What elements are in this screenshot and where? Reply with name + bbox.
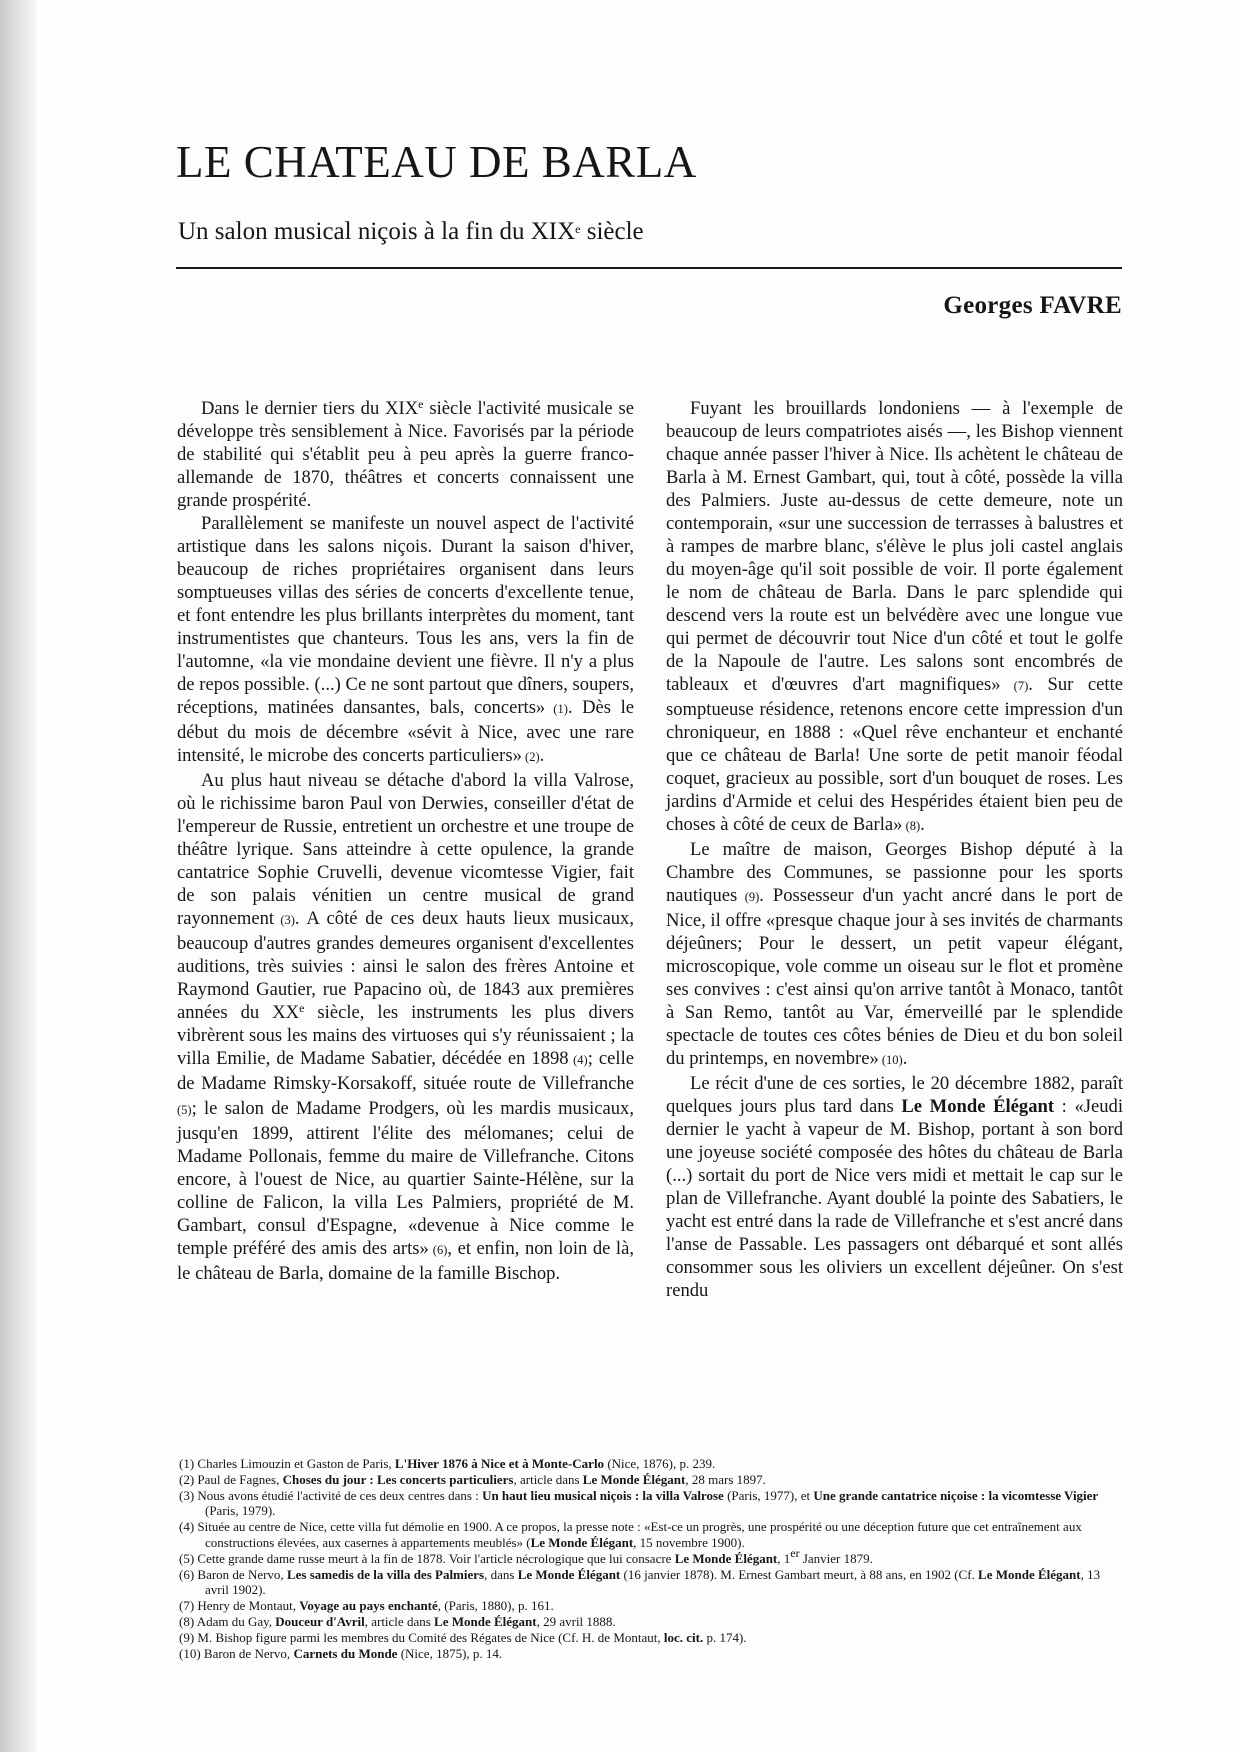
- article-subtitle: [178, 219, 644, 244]
- text-run: (8) Adam du Gay,: [179, 1613, 276, 1629]
- footnote-ref: (8): [902, 819, 921, 833]
- cited-title: Le Monde Élégant: [674, 1550, 778, 1566]
- superscript: e: [299, 1001, 305, 1015]
- text-run: (3) Nous avons étudié l'activité de ces deux centres dans :: [179, 1487, 483, 1503]
- article-title: LE CHATEAU DE BARLA: [176, 137, 697, 187]
- text-run: (1) Charles Limouzin et Gaston de Paris,: [179, 1456, 395, 1471]
- footnote-ref: (2): [521, 750, 540, 764]
- footnote-ref: (3): [274, 913, 295, 927]
- text-run: , et enfin, non loin de là, le château de Barla, domaine de la famille Bischop.: [177, 1238, 635, 1284]
- text-run: Janvier 1879.: [799, 1550, 873, 1566]
- footnote-7: [177, 1598, 1127, 1614]
- text-run: (9) M. Bishop figure parmi les membres du Comité des Régates de Nice (Cf. H. de Montaut,: [179, 1629, 664, 1645]
- text-run: Au plus haut niveau se détache d'abord la villa Valrose, où le richissime baron Paul von Derwies, conseiller d'état de l'empereur de Russie, entretient un orchestre et une troupe de théâtre lyrique. Sans atteindre à cette opulence, la grande cantatrice Sophie Cruvelli, devenue vicomtesse Vigier, fait de son palais vénitien un centre musical de grand rayonnement: [177, 770, 634, 929]
- footnote-9: [177, 1630, 1127, 1646]
- footnote-ref: (10): [878, 1053, 903, 1067]
- text-run: , 15 novembre 1900).: [633, 1534, 745, 1550]
- text-run: (4) Située au centre de Nice, cette villa fut démolie en 1900. A ce propos, la presse note : «Est-ce un progrès, une prospérité ou une déception future que cet entraînement aux constructions élevées, aux casernes à appartements meublés» (: [179, 1519, 1082, 1550]
- text-run: ; le salon de Madame Prodgers, où les mardis musicaux, jusqu'en 1899, attirent l'élite des mélomanes; celui de Madame Pollonais, femme du maire de Villefranche. Citons encore, à l'ouest de Nice, au quartier Sainte-Hélène, sur la colline de Falicon, la villa Les Palmiers, propriété de M. Gambart, consul d'Espagne, «devenue à Nice comme le temple préféré des amis des arts»: [177, 1098, 634, 1259]
- text-run: Parallèlement se manifeste un nouvel aspect de l'activité artistique dans les salons niçois. Durant la saison d'hiver, beaucoup de riches propriétaires organisent dans leurs somptueuses villas des séries de concerts d'excellente tenue, et font entendre les plus brillants interprètes du moment, tant instrumentistes que chanteurs. Tous les ans, vers la fin de l'automne, «la vie mondaine devient une fièvre. Il n'y a plus de repos possible. (...) Ce ne sont partout que dîners, soupers, réceptions, matinées dansantes, bals, concerts»: [177, 513, 634, 718]
- cited-title: Un haut lieu musical niçois : la villa Valrose: [482, 1487, 724, 1503]
- subtitle-text: Un salon musical niçois à la fin du XIX: [178, 218, 576, 245]
- text-run: Le récit d'une de ces sorties, le 20 décembre 1882, paraît quelques jours plus tard dans: [666, 1073, 1123, 1117]
- text-run: , 29 avril 1888.: [536, 1613, 616, 1629]
- footnote-8: [177, 1614, 1127, 1630]
- cited-title: Le Monde Élégant: [434, 1613, 537, 1629]
- text-run: .: [920, 814, 925, 835]
- right-paragraph-2: [666, 838, 1123, 1072]
- cited-title: Une grande cantatrice niçoise : la vicomtesse Vigier: [813, 1487, 1099, 1503]
- text-run: Fuyant les brouillards londoniens — à l'exemple de beaucoup de leurs compatriotes aisés —, les Bishop viennent chaque année passer l'hiver à Nice. Ils achètent le château de Barla à M. Ernest Gambart, qui, tout à côté, possède la villa des Palmiers. Juste au-dessus de cette demeure, note un contemporain, «sur une succession de terrasses à balustres et à rampes de marbre blanc, s'élève le plus joli castel anglais du moyen-âge qu'il soit possible de voir. Il porte également le nom de château de Barla. Dans le parc splendide qui descend vers la route est un belvédère avec une longue vue qui permet de découvrir tout Nice d'un côté et tout le golfe de la Napoule de l'autre. Les salons sont encombrés de tableaux et d'œuvres d'art magnifiques»: [666, 398, 1123, 695]
- title-rule: [176, 267, 1122, 269]
- footnote-ref: (7): [1000, 679, 1029, 693]
- footnote-1: [177, 1456, 1127, 1472]
- text-run: , 28 mars 1897.: [685, 1471, 766, 1487]
- footnote-ref: (9): [737, 890, 760, 904]
- text-run: (Nice, 1876), p. 239.: [604, 1456, 716, 1471]
- footnote-10: [177, 1646, 1127, 1662]
- superscript: e: [418, 397, 424, 411]
- text-run: : «Jeudi dernier le yacht à vapeur de M. Bishop, portant à son bord une joyeuse société composée des hôtes du château de Barla (...) sortait du port de Nice vers midi et mettait le cap sur le plan de Villefranche. Ayant doublé la pointe des Sabatiers, le yacht est entré dans la rade de Villefranche et s'est ancré dans l'anse de Passable. Les passagers ont débarqué et sont allés consommer sous les oliviers un excellent déjeûner. On s'est rendu: [666, 1096, 1123, 1301]
- text-run: .: [539, 745, 545, 766]
- text-run: , article dans: [364, 1613, 435, 1629]
- cited-title: L'Hiver 1876 à Nice et à Monte-Carlo: [394, 1456, 605, 1471]
- left-column: [177, 397, 634, 1285]
- author-name: Georges FAVRE: [943, 292, 1122, 319]
- text-run: Dans le dernier tiers du XIX: [201, 398, 419, 419]
- text-run: (16 janvier 1878). M. Ernest Gambart meurt, à 88 ans, en 1902 (Cf.: [620, 1566, 979, 1582]
- footnote-2: [177, 1472, 1127, 1488]
- right-paragraph-3: [666, 1072, 1123, 1302]
- text-run: (2) Paul de Fagnes,: [179, 1471, 283, 1487]
- text-run: , 1: [777, 1550, 791, 1566]
- cited-title: Le Monde Élégant: [517, 1566, 621, 1582]
- page-gutter-shadow: [0, 0, 36, 1752]
- text-run: p. 174).: [703, 1629, 747, 1645]
- text-run: , article dans: [513, 1471, 583, 1487]
- footnote-ref: (1): [545, 702, 568, 716]
- text-run: (7) Henry de Montaut,: [179, 1598, 300, 1614]
- cited-title: Douceur d'Avril: [275, 1613, 365, 1629]
- text-run: . Dès le début du mois de décembre «sévit à Nice, avec une rare intensité, le microbe des concerts particuliers»: [177, 697, 635, 766]
- text-run: Le maître de maison, Georges Bishop député à la Chambre des Communes, se passionne pour les sports nautiques: [666, 839, 1123, 906]
- text-run: (Paris, 1979).: [205, 1503, 276, 1519]
- text-run: (Nice, 1875), p. 14.: [397, 1645, 503, 1661]
- cited-title: Le Monde Élégant: [530, 1534, 634, 1550]
- text-run: siècle, les instruments les plus divers vibrèrent sous les mains des virtuoses qui s'y réunissaient ; la villa Emilie, de Madame Sabatier, décédée en 1898: [177, 1002, 634, 1069]
- cited-title: loc. cit.: [663, 1629, 704, 1645]
- left-paragraph-2: [177, 512, 634, 769]
- footnote-ref: (4): [568, 1053, 588, 1067]
- text-run: ; celle de Madame Rimsky-Korsakoff, située route de Villefranche: [177, 1048, 635, 1094]
- footnotes: [177, 1456, 1127, 1661]
- subtitle-end: siècle: [580, 218, 644, 245]
- text-run: siècle l'activité musicale se développe très sensiblement à Nice. Favorisés par la période de stabilité qui s'établit peu à peu après la guerre franco-allemande de 1870, théâtres et concerts connaissent une grande prospérité.: [177, 398, 634, 511]
- text-run: . A côté de ces deux hauts lieux musicaux, beaucoup d'autres grandes demeures organisent d'excellentes auditions, très suivies : ainsi le salon des frères Antoine et Raymond Gautier, rue Papacino où, de 1843 aux premières années du XX: [177, 908, 634, 1023]
- cited-title: Le Monde Élégant: [582, 1471, 686, 1487]
- superscript: er: [790, 1545, 800, 1560]
- cited-title: Carnets du Monde: [293, 1645, 398, 1661]
- footnote-5: [177, 1545, 1127, 1567]
- footnote-ref: (5): [177, 1103, 192, 1117]
- text-run: , 13 avril 1902).: [205, 1566, 1101, 1598]
- text-run: . Possesseur d'un yacht ancré dans le port de Nice, il offre «presque chaque jour à ses invités de charmants déjeûners; Pour le dessert, un petit vapeur élégant, microscopique, vole comme un oiseau sur le flot et promène ses convives : c'est ainsi qu'on arrive tantôt à Monaco, tantôt à San Remo, tantôt au Var, émerveillé par le splendide spectacle de toutes ces côtes bénies de Dieu et du bon soleil du printemps, en novembre»: [666, 885, 1124, 1069]
- right-paragraph-1: [666, 397, 1123, 838]
- cited-title: Voyage au pays enchanté: [299, 1598, 438, 1614]
- text-run: . Sur cette somptueuse résidence, retenons encore cette impression d'un chroniqueur, en 1888 : «Quel rêve enchanteur et enchanté que ce château de Barla! Une sorte de petit manoir féodal coquet, gracieux au possible, sort d'un bouquet de roses. Les jardins d'Armide et celui des Hespérides étaient bien peu de choses à côté de ceux de Barla»: [666, 674, 1123, 835]
- journal-title: Le Monde Élégant: [901, 1096, 1055, 1117]
- text-run: (6) Baron de Nervo,: [179, 1566, 287, 1582]
- left-paragraph-3: [177, 769, 634, 1285]
- subtitle-superscript: e: [575, 222, 581, 236]
- footnote-ref: (6): [428, 1243, 448, 1257]
- cited-title: Le Monde Élégant: [978, 1566, 1081, 1582]
- footnote-6: [177, 1567, 1127, 1599]
- text-run: .: [902, 1048, 908, 1069]
- text-run: , dans: [484, 1566, 518, 1582]
- text-run: (10) Baron de Nervo,: [179, 1645, 294, 1661]
- cited-title: Les samedis de la villa des Palmiers: [286, 1566, 485, 1582]
- text-run: (Paris, 1977), et: [723, 1487, 814, 1503]
- text-run: (5) Cette grande dame russe meurt à la fin de 1878. Voir l'article nécrologique que lui consacre: [179, 1550, 675, 1566]
- text-run: , (Paris, 1880), p. 161.: [437, 1598, 554, 1614]
- footnote-4: [177, 1519, 1127, 1551]
- footnote-3: [177, 1488, 1127, 1520]
- cited-title: Choses du jour : Les concerts particuliers: [282, 1471, 514, 1487]
- right-column: [666, 397, 1123, 1302]
- left-paragraph-1: [177, 397, 634, 512]
